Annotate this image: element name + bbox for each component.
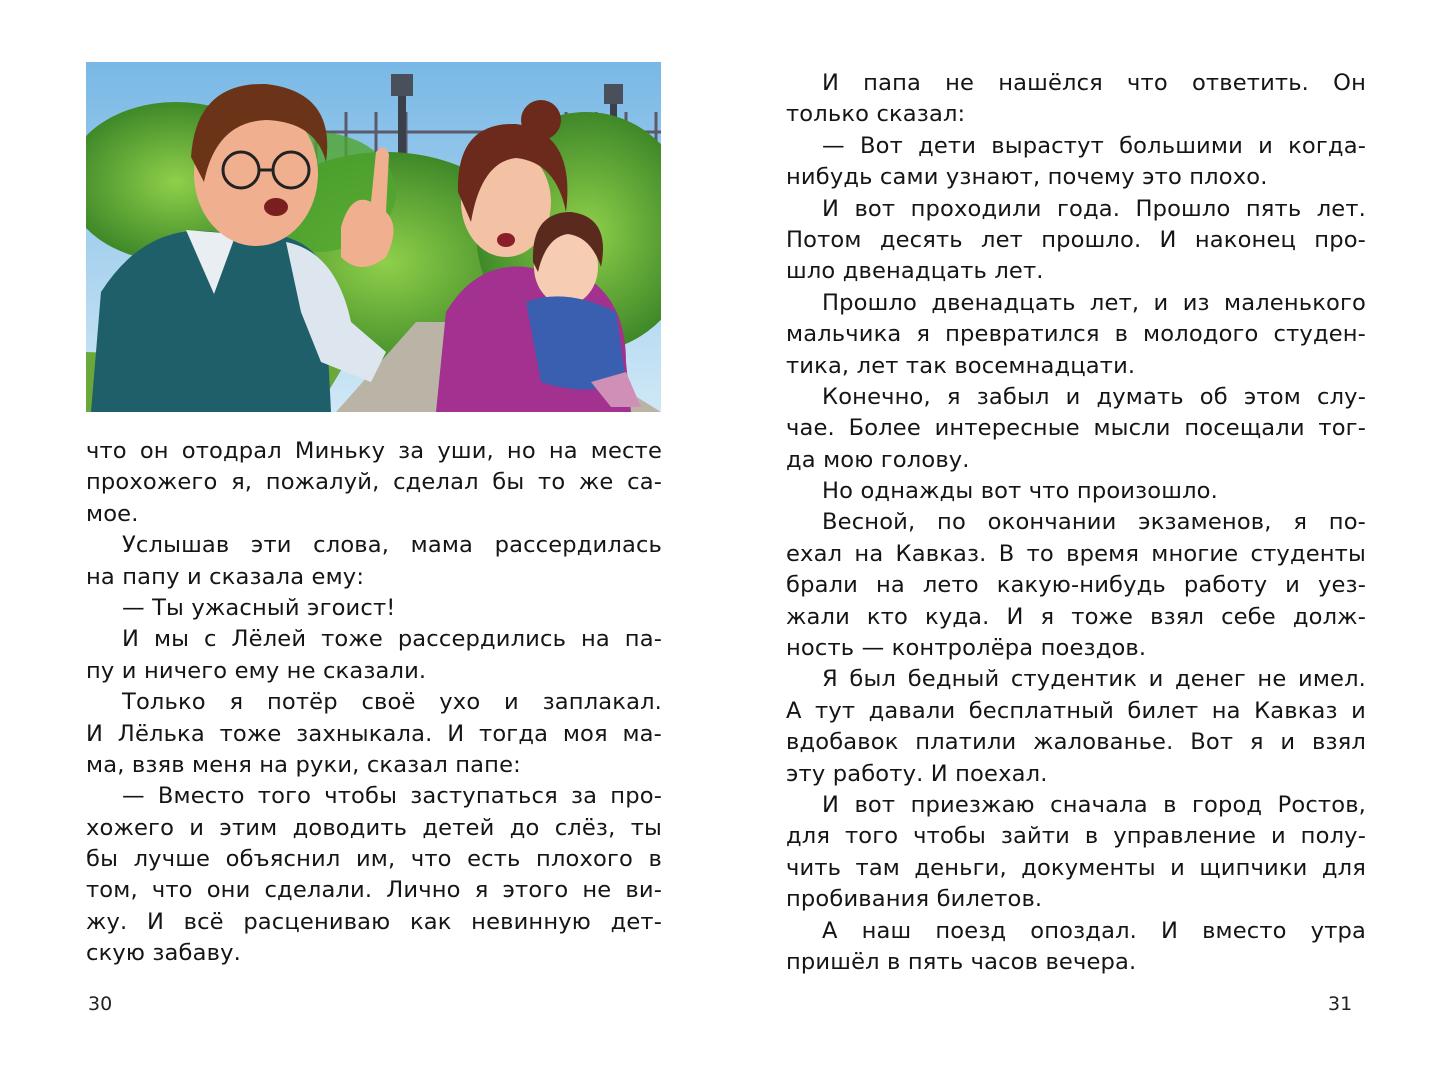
text-line: пу и ничего ему не сказали. (86, 657, 427, 684)
text-line: — Вместо того чтобы заступаться за про- (122, 783, 662, 810)
text-line: чить там деньги, документы и щипчики для (786, 854, 1366, 881)
text-line: И мы с Лёлей тоже рассердились на па- (122, 626, 662, 653)
text-line: мальчика я превратился в молодого студен- (786, 321, 1366, 348)
text-line: пробивания билетов. (786, 886, 1043, 913)
text-line: — Вот дети вырастут большими и когда- (822, 132, 1366, 159)
text-line: мое. (86, 500, 139, 527)
text-line: Услышав эти слова, мама рассердилась (122, 532, 662, 559)
text-line: что он отодрал Миньку за уши, но на месте (86, 438, 662, 464)
text-line: вдобавок платили жалованье. Вот я и взял (786, 729, 1366, 756)
text-line: бы лучше объяснил им, что есть плохого в (86, 846, 662, 873)
text-line: И папа не нашёлся что ответить. Он (822, 70, 1366, 96)
text-line: И Лёлька тоже захныкала. И тогда моя ма- (86, 720, 662, 747)
text-line: чае. Более интересные мысли посещали тог- (786, 415, 1366, 442)
text-line: Только я потёр своё ухо и заплакал. (122, 689, 662, 716)
right-page (716, 0, 1433, 1080)
text-line: Конечно, я забыл и думать об этом слу- (822, 383, 1366, 410)
text-line: эту работу. И поехал. (786, 760, 1048, 787)
left-page (0, 0, 716, 1080)
text-line: И вот приезжаю сначала в город Ростов, (822, 791, 1366, 818)
text-line: Но однажды вот что произошло. (822, 478, 1218, 505)
text-line: на папу и сказала ему: (86, 563, 365, 590)
text-line: да мою голову. (786, 446, 970, 473)
illustration-art (86, 62, 661, 412)
text-line: Весной, по окончании экзаменов, я по- (822, 509, 1366, 536)
text-line: шло двенадцать лет. (786, 258, 1044, 285)
text-line: нибудь сами узнают, почему это плохо. (786, 164, 1268, 191)
text-line: хожего и этим доводить детей до слёз, ты (86, 814, 662, 841)
left-page-text (86, 436, 662, 970)
text-line: тика, лет так восемнадцати. (786, 352, 1136, 379)
text-line: А тут давали бесплатный билет на Кавказ и (786, 697, 1366, 724)
text-line: Потом десять лет прошло. И наконец про- (786, 226, 1366, 253)
text-line: для того чтобы зайти в управление и полу- (786, 823, 1366, 850)
text-line: прохожего я, пожалуй, сделал бы то же са- (86, 469, 662, 496)
text-line: жу. И всё расцениваю как невинную дет- (86, 908, 662, 935)
text-line: скую забаву. (86, 940, 241, 967)
text-line: только сказал: (786, 101, 966, 128)
text-line: том, что они сделали. Лично я этого не ви- (86, 877, 662, 904)
page-number: 30 (88, 993, 113, 1015)
text-line: Прошло двенадцать лет, и из маленького (822, 289, 1366, 316)
text-line: жали кто куда. И я тоже взял себе долж- (786, 603, 1366, 630)
text-line: ность — контролёра поездов. (786, 635, 1147, 662)
page-number: 31 (1328, 993, 1353, 1015)
text-line: ма, взяв меня на руки, сказал папе: (86, 751, 521, 778)
text-line: брали на лето какую-нибудь работу и уез- (786, 572, 1366, 599)
right-page-text (786, 68, 1366, 978)
text-line: — Ты ужасный эгоист! (122, 594, 396, 621)
text-line: А наш поезд опоздал. И вместо утра (822, 917, 1366, 944)
text-line: Я был бедный студентик и денег не имел. (822, 666, 1366, 693)
book-illustration (86, 62, 661, 412)
text-line: ехал на Кавказ. В то время многие студенты (786, 540, 1366, 567)
text-line: И вот проходили года. Прошло пять лет. (822, 195, 1366, 222)
text-line: пришёл в пять часов вечера. (786, 948, 1137, 975)
